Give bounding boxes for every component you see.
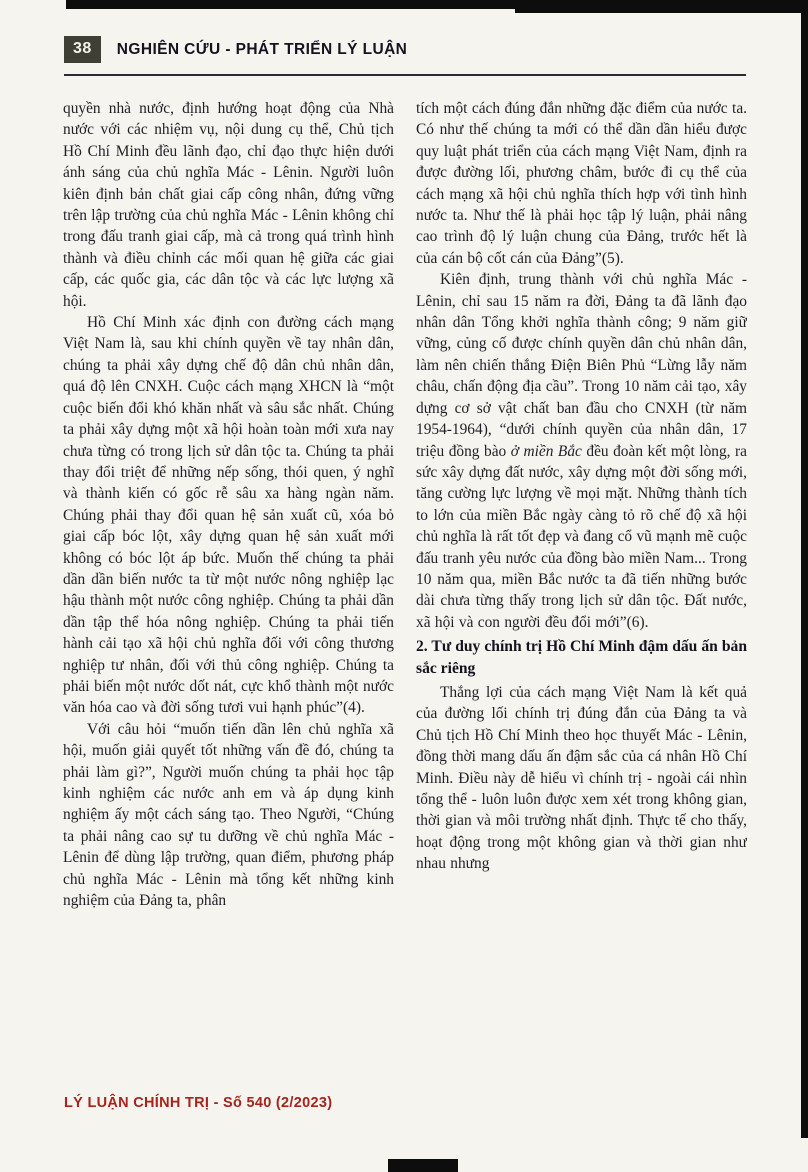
paragraph: quyền nhà nước, định hướng hoạt động của Nhà nước với các nhiệm vụ, nội dung cụ thể, Chủ tịch Hồ Chí Minh đều lãnh đạo, chỉ đạo thực hiện dưới ánh sáng của chủ nghĩa Mác - Lênin. Người luôn kiên định bản chất giai cấp công nhân, đứng vững trên lập trường của chủ nghĩa Mác - Lênin không chỉ trong đấu tranh giai cấp, mà cả trong quá trình hình thành và điều chỉnh các mối quan hệ giữa các giai cấp, các quốc gia, các dân tộc và các lực lượng xã hội. — [63, 100, 394, 310]
column-left — [63, 98, 394, 1050]
journal-footer-line: LÝ LUẬN CHÍNH TRỊ - Số 540 (2/2023) — [64, 1095, 333, 1111]
paragraph-text-italic: ở miền Bắc — [510, 442, 582, 460]
article-body — [63, 98, 747, 1050]
paragraph: Với câu hỏi “muốn tiến dần lên chủ nghĩa xã hội, muốn giải quyết tốt những vấn đề đó, chúng ta phải làm gì?”, Người muốn chúng ta phải học tập kinh nghiệm các nước anh em và áp dụng kinh nghiệm ấy một cách sáng tạo. Theo Người, “Chúng ta phải nâng cao sự tu dưỡng về chủ nghĩa Mác - Lênin để dùng lập trường, quan điểm, phương pháp chủ nghĩa Mác - Lênin mà tổng kết những kinh nghiệm của Đảng ta, phân — [63, 720, 394, 910]
header-title: NGHIÊN CỨU - PHÁT TRIỂN LÝ LUẬN — [116, 40, 408, 58]
column-right — [416, 98, 747, 1050]
paragraph: Hồ Chí Minh xác định con đường cách mạng Việt Nam là, sau khi chính quyền về tay nhân dân, chúng ta phải xây dựng chế độ dân chủ nhân dân, quá độ lên CNXH. Cuộc cách mạng XHCN là “một cuộc biến đổi khó khăn nhất và sâu sắc nhất. Chúng ta phải xây dựng một xã hội hoàn toàn mới xưa nay chưa từng có trong lịch sử dân tộc ta. Chúng ta phải thay đổi triệt để những nếp sống, thói quen, ý nghĩ và thành kiến có gốc rễ sâu xa hàng ngàn năm. Chúng phải thay đổi quan hệ sản xuất cũ, xóa bỏ giai cấp bóc lột, xây dựng quan hệ sản xuất mới không có bóc lột áp bức. Muốn thế chúng ta phải dần dần biến nước ta từ một nước nông nghiệp lạc hậu thành một nước công nghiệp. Chúng ta phải dần dần tập thể hóa nông nghiệp. Chúng ta phải tiến hành cải tạo xã hội chủ nghĩa đối với công thương nghiệp tư nhân, đối với thủ công nghiệp. Chúng ta phải biến một nước dốt nát, cực khổ thành một nước văn hóa cao và đời sống tươi vui hạnh phúc”(4). — [63, 314, 394, 717]
section-heading: 2. Tư duy chính trị Hồ Chí Minh đậm dấu ấn bản sắc riêng — [416, 638, 747, 677]
paragraph-text: Kiên định, trung thành với chủ nghĩa Mác - Lênin, chỉ sau 15 năm ra đời, Đảng ta đã lãnh đạo nhân dân Tổng khởi nghĩa thành công; 9 năm giữ vững, củng cố được chính quyền dân chủ nhân dân, làm nên chiến thắng Điện Biên Phủ “Lừng lẫy năm châu, chấn động địa cầu”. Trong 10 năm cải tạo, xây dựng cơ sở vật chất ban đầu cho CNXH (từ năm 1954-1964), “dưới chính quyền của nhân dân, 17 triệu đồng bào — [416, 271, 747, 460]
header-divider — [64, 74, 746, 76]
page-header — [64, 36, 744, 63]
page-number-badge: 38 — [64, 36, 101, 63]
paragraph: tích một cách đúng đắn những đặc điểm của nước ta. Có như thế chúng ta mới có thể dần dần hiểu được quy luật phát triển của cách mạng Việt Nam, định ra được đường lối, phương châm, bước đi cụ thể của cách mạng xã hội chủ nghĩa thích hợp với tình hình nước ta. Như thế là phải học tập lý luận, phải nâng cao trình độ lý luận chung của Đảng, trước hết là của cán bộ cốt cán của Đảng”(5). — [416, 100, 747, 267]
scan-artifact-bottom — [388, 1159, 458, 1172]
paragraph: Thắng lợi của cách mạng Việt Nam là kết quả của đường lối chính trị đúng đắn của Đảng ta và Chủ tịch Hồ Chí Minh theo học thuyết Mác - Lênin, đồng thời mang dấu ấn đậm sắc của cá nhân Hồ Chí Minh. Điều này dễ hiểu vì chính trị - ngoài cái nhìn tổng thể - luôn luôn được xem xét trong không gian, thời gian và môi trường nhất định. Thực tế cho thấy, hoạt động trong một không gian và thời gian như nhau nhưng — [416, 683, 747, 873]
paragraph — [416, 269, 747, 633]
page-footer — [64, 1094, 332, 1112]
scan-artifact-right-edge — [801, 0, 808, 1138]
scan-artifact-top-right — [515, 0, 808, 13]
paragraph-text: đều đoàn kết một lòng, ra sức xây dựng đất nước, xây dựng một đời sống mới, tăng cường lực lượng về mọi mặt. Những thành tích to lớn của miền Bắc ngày càng tỏ rõ chế độ xã hội chủ nghĩa là rất tốt đẹp và đang cổ vũ mạnh mẽ cuộc đấu tranh yêu nước của đồng bào miền Nam... Trong 10 năm qua, miền Bắc nước ta đã tiến những bước dài chưa từng thấy trong lịch sử dân tộc. Đất nước, xã hội và con người đều đổi mới”(6). — [416, 442, 747, 631]
